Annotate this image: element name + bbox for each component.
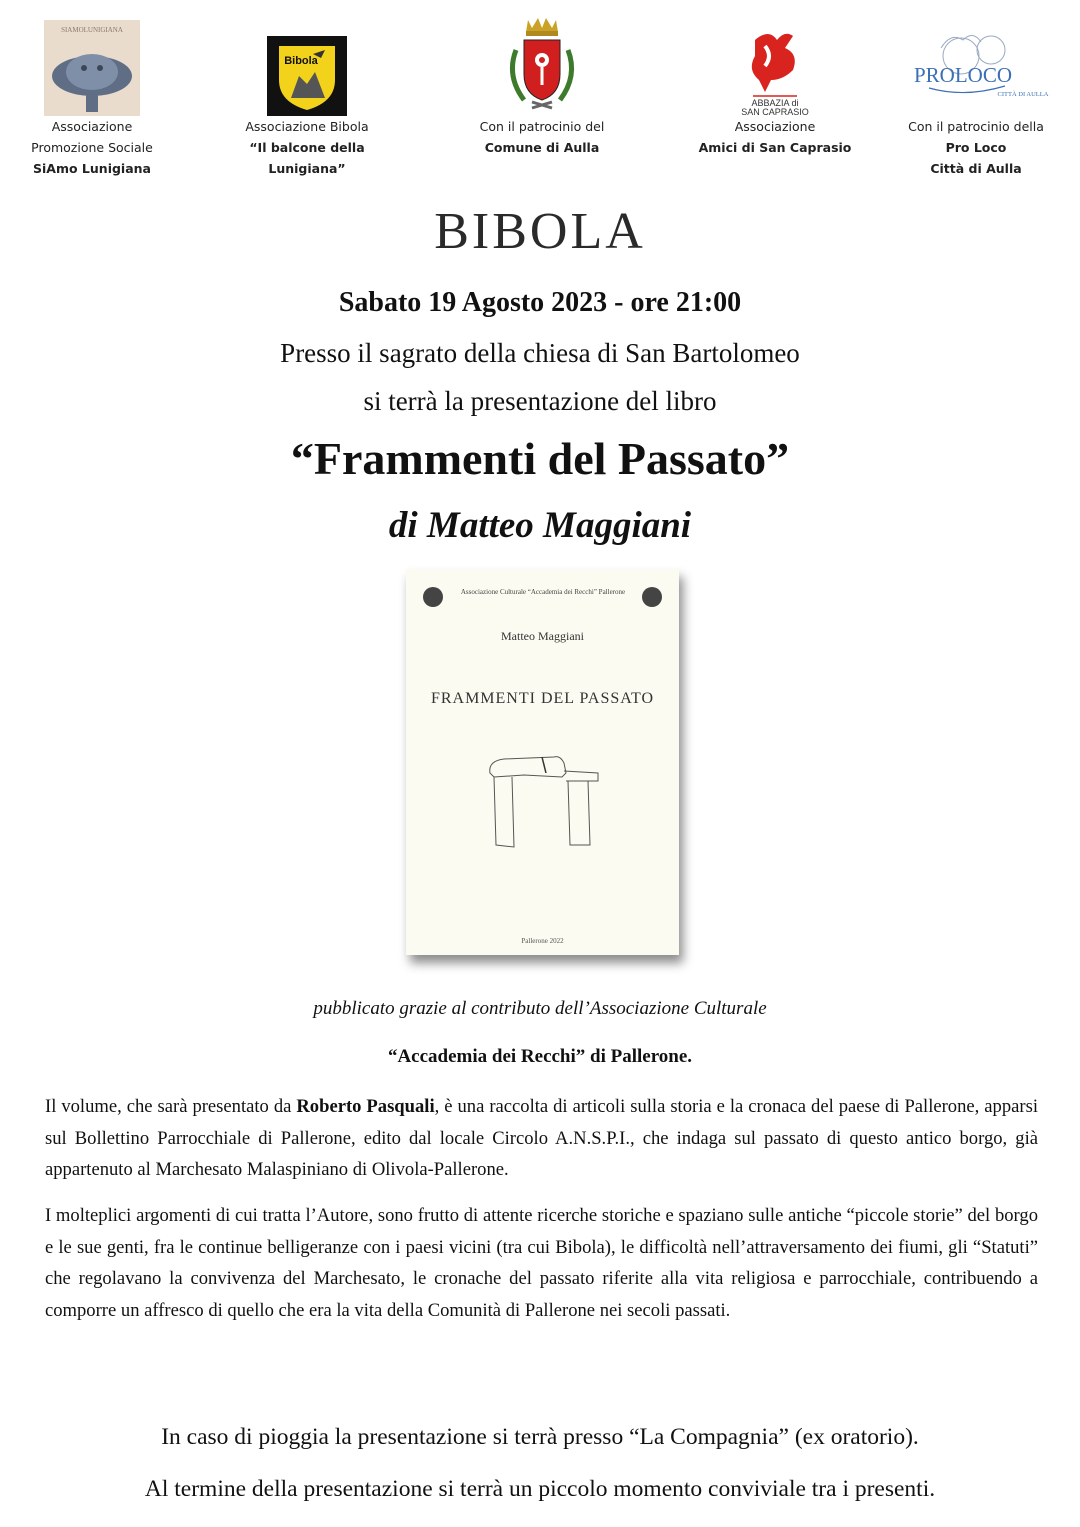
- reception-note: Al termine della presentazione si terrà un piccolo momento conviviale tra i presenti.: [144, 1476, 936, 1502]
- aulla-coat-of-arms-logo: [442, 8, 642, 116]
- abbazia-logo-text: ABBAZIA di: [751, 98, 799, 108]
- sponsor-name: Pro Loco: [945, 140, 1007, 155]
- sponsor-name: Amici di San Caprasio: [698, 140, 852, 155]
- sponsor-bar: [0, 8, 1080, 188]
- abbazia-san-caprasio-logo: [675, 8, 875, 116]
- cover-title: FRAMMENTI DEL PASSATO: [430, 690, 655, 707]
- sponsor-caption: Associazione Bibola: [245, 119, 369, 134]
- sponsor-caption: Con il patrocinio della: [908, 119, 1044, 134]
- paragraph-text: , è una raccolta di articoli sulla storia e la cronaca del paese di Pallerone, apparsi sul Bollettino Parrocchiale di Pallerone, edito dal locale Circolo A.N.S.P.I., che indaga sul passato di questo antico borgo, già appartenuto al Marchesato Malaspiniano di Olivola-Pallerone.: [45, 1096, 1038, 1180]
- sponsor-caption: Associazione: [51, 119, 133, 134]
- publication-credit: pubblicato grazie al contributo dell’Associazione Culturale: [313, 998, 767, 1019]
- siamo-logo-text: SIAMOLUNIGIANA: [61, 26, 123, 34]
- academy-emblem-icon: [423, 587, 443, 607]
- sponsor-name: “Il balcone della: [249, 140, 365, 155]
- rain-note: In caso di pioggia la presentazione si terrà presso “La Compagnia” (ex oratorio).: [161, 1424, 919, 1450]
- sponsor-bibola: [207, 8, 407, 179]
- sponsor-caption: Con il patrocinio del: [479, 119, 605, 134]
- bibola-shield-logo: [207, 8, 407, 116]
- sponsor-name: Lunigiana”: [268, 161, 346, 176]
- event-date: Sabato 19 Agosto 2023 - ore 21:00: [338, 287, 742, 318]
- bibola-logo-text: Bibola: [284, 55, 318, 67]
- cover-footer: Pallerone 2022: [521, 937, 564, 945]
- proloco-aulla-logo: [876, 8, 1076, 116]
- sponsor-proloco-aulla: [876, 8, 1076, 179]
- sponsor-siamo-lunigiana: [0, 8, 192, 179]
- cover-author: Matteo Maggiani: [501, 629, 584, 643]
- abbazia-logo-text: SAN CAPRASIO: [741, 107, 809, 116]
- sponsor-caption: Promozione Sociale: [31, 140, 153, 155]
- proloco-logo-subtext: CITTÀ DI AULLA: [997, 91, 1049, 98]
- book-cover-image: [406, 569, 679, 955]
- academy-name: “Accademia dei Recchi” di Pallerone.: [387, 1046, 693, 1067]
- sponsor-amici-san-caprasio: [675, 8, 875, 158]
- academy-emblem-icon: [642, 587, 662, 607]
- sponsor-caption: Associazione: [734, 119, 816, 134]
- topics-paragraph: I molteplici argomenti di cui tratta l’Autore, sono frutto di attente ricerche storiche e spaziano sulle antiche “piccole storie” del borgo e le sue genti, fra le continue belligeranze con i paesi vicini (tra cui Bibola), le difficoltà nell’attraversamento dei fiumi, gli “Statuti” che regolavano la convivenza del Marchesato, le cronache del passato riferite alla vita religiosa e parrocchiale, contribuendo a comporre un affresco di quello che era la vita della Comunità di Pallerone nei secoli passati.: [45, 1205, 1038, 1321]
- sponsor-comune-aulla: [442, 8, 642, 158]
- book-author: di Matteo Maggiani: [388, 505, 692, 546]
- place-title: BIBOLA: [434, 203, 646, 260]
- stone-arch-drawing: [484, 751, 604, 851]
- event-location: Presso il sagrato della chiesa di San Bartolomeo: [280, 338, 800, 368]
- book-title: “Frammenti del Passato”: [290, 433, 790, 484]
- sponsor-name: SiAmo Lunigiana: [33, 161, 151, 176]
- proloco-logo-text: PROLOCO: [913, 63, 1013, 87]
- description-paragraph: [45, 1091, 1038, 1186]
- event-intro: si terrà la presentazione del libro: [363, 386, 717, 416]
- cover-publisher: Associazione Culturale “Accademia dei Recchi” Pallerone: [460, 588, 626, 596]
- siamo-lunigiana-logo: [0, 8, 192, 116]
- paragraph-text: Il volume, che sarà presentato da: [45, 1096, 297, 1117]
- presenter-name: Roberto Pasquali: [296, 1096, 435, 1117]
- sponsor-name: Città di Aulla: [930, 161, 1022, 176]
- sponsor-name: Comune di Aulla: [484, 140, 600, 155]
